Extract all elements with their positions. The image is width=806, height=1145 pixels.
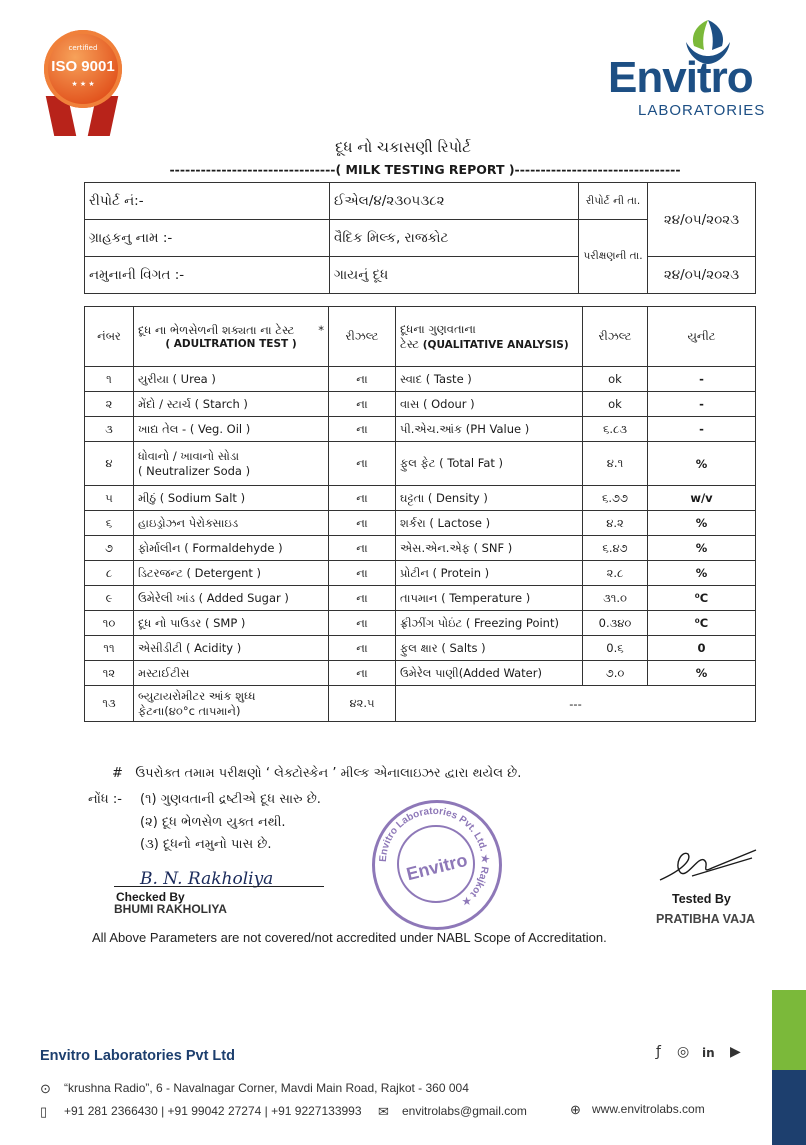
table-row <box>85 417 756 442</box>
row-test <box>134 392 329 417</box>
quality-test: ટેસ્ટ <box>400 336 420 351</box>
quality-en: (QUALITATIVE ANALYSIS) <box>422 338 569 351</box>
table-row <box>85 661 756 686</box>
test-date-value: ૨૪/૦૫/૨૦૨૩ <box>648 257 756 294</box>
row-result: ના <box>329 661 396 686</box>
row-13-test-line1: બ્યુટાયરોમીટર આંક શુધ્ધ <box>138 688 256 703</box>
logo-name: Envitro <box>608 53 753 102</box>
row-result: ના <box>329 586 396 611</box>
row-quality-result: ૨.૮ <box>583 561 648 586</box>
row-quality: શર્કરા ( Lactose ) <box>396 511 583 536</box>
row-unit: ⁰C <box>648 586 756 611</box>
row-quality-result: ૬.૪૭ <box>583 536 648 561</box>
customer-value: વૈદિક મિલ્ક, રાજકોટ <box>330 220 579 257</box>
row-result: ના <box>329 511 396 536</box>
table-row <box>85 536 756 561</box>
row-no: ૧૦ <box>85 611 134 636</box>
footer-phones <box>40 1104 362 1119</box>
table-row <box>85 392 756 417</box>
hash-note <box>112 766 521 781</box>
row-result: ના <box>329 367 396 392</box>
mail-icon: ✉ <box>378 1104 389 1119</box>
quality-title: દૂધના ગુણવતાના <box>400 321 476 336</box>
table-row <box>85 511 756 536</box>
table-row <box>85 636 756 661</box>
row-quality-result: ૬.૭૭ <box>583 486 648 511</box>
row-quality: પ્રોટીન ( Protein ) <box>396 561 583 586</box>
facebook-icon[interactable]: ƒ <box>656 1044 661 1060</box>
stamp-text: Envitro <box>404 849 470 885</box>
checked-by-label: Checked By <box>116 890 185 904</box>
row-quality: પી.એચ.આંક (PH Value ) <box>396 417 583 442</box>
row-unit: % <box>648 511 756 536</box>
phone-icon: ▯ <box>40 1104 48 1119</box>
row-test <box>134 442 329 486</box>
col-quality <box>396 307 583 367</box>
adulteration-title: દૂધ ના ભેળસેળની શક્યતા ના ટેસ્ટ <box>138 323 295 337</box>
row-13-test <box>134 686 329 722</box>
row-result: ના <box>329 442 396 486</box>
svg-text:Envitro Laboratories Pvt. Ltd.: Envitro Laboratories Pvt. Ltd. ★ Rajkot ★ <box>377 805 491 908</box>
test-date-label: પરીક્ષણની તા. <box>579 220 648 294</box>
logo-subtitle: LABORATORIES <box>638 102 766 119</box>
signature-line-left <box>114 886 324 887</box>
col-unit: યુનીટ <box>648 307 756 367</box>
report-header-table <box>84 182 756 294</box>
address-text: “krushna Radio”, 6 - Navalnagar Corner, Mavdi Main Road, Rajkot - 360 004 <box>64 1081 469 1095</box>
row-test-line1: મીઠું ( Sodium Salt ) <box>138 490 246 505</box>
row-quality: સ્વાદ ( Taste ) <box>396 367 583 392</box>
badge-main-text: ISO 9001 <box>51 58 115 75</box>
report-date-value: ૨૪/૦૫/૨૦૨૩ <box>648 183 756 257</box>
row-no: ૫ <box>85 486 134 511</box>
decor-bar-blue <box>772 1070 806 1145</box>
row-test-line1: દૂધ નો પાઉડર ( SMP ) <box>138 615 246 630</box>
company-stamp <box>372 800 502 930</box>
row-result: ના <box>329 561 396 586</box>
note-3: (૩) દૂધનો નમુનો પાસ છે. <box>140 837 272 852</box>
row-no: ૨ <box>85 392 134 417</box>
report-title-english: --------------------------------( MILK TESTING REPORT )-------------------------------- <box>169 162 681 177</box>
row-test-line2: ( Neutralizer Soda ) <box>138 464 251 478</box>
row-test-line1: એસીડીટી ( Acidity ) <box>138 640 242 655</box>
row-quality-result: ૬.૮૩ <box>583 417 648 442</box>
report-title-gujarati: દૂધ નો ચકાસણી રિપોર્ટ <box>335 138 471 156</box>
row-unit: % <box>648 536 756 561</box>
row-test-line1: મેંદો / સ્ટાર્ચ ( Starch ) <box>138 396 248 411</box>
row-test <box>134 417 329 442</box>
row-result: ના <box>329 486 396 511</box>
row-test-line1: યુરીયા ( Urea ) <box>138 371 216 386</box>
table-row <box>85 586 756 611</box>
nabl-disclaimer: All Above Parameters are not covered/not accredited under NABL Scope of Accreditation. <box>92 930 607 945</box>
col-result: રીઝલ્ટ <box>329 307 396 367</box>
row-quality: ફ્રીઝીંગ પોઇંટ ( Freezing Point) <box>396 611 583 636</box>
table-row <box>85 561 756 586</box>
row-13-no: ૧૩ <box>85 686 134 722</box>
row-13-dash: --- <box>396 686 756 722</box>
row-unit: - <box>648 417 756 442</box>
email-text: envitrolabs@gmail.com <box>402 1104 527 1118</box>
row-result: ના <box>329 636 396 661</box>
row-quality-result: 0.૬ <box>583 636 648 661</box>
instagram-icon[interactable]: ◎ <box>677 1044 690 1060</box>
table-row <box>85 486 756 511</box>
row-test-line1: ધોવાનો / ખાવાનો સોડા <box>138 449 240 463</box>
report-no-value: ઈએલ/૪/૨૩૦૫૩૮૨ <box>330 183 579 220</box>
iso-badge <box>44 30 122 108</box>
badge-top-text: certified <box>68 44 98 52</box>
row-quality-result: 0.૩૪૦ <box>583 611 648 636</box>
row-no: ૧૧ <box>85 636 134 661</box>
note-1: (૧) ગુણવતાની દ્રષ્ટીએ દૂધ સારુ છે. <box>140 792 321 807</box>
signature-pratibha <box>652 846 762 890</box>
row-quality: તાપમાન ( Temperature ) <box>396 586 583 611</box>
row-no: ૮ <box>85 561 134 586</box>
youtube-icon[interactable]: ▶ <box>730 1044 741 1060</box>
tested-by-label: Tested By <box>672 892 731 906</box>
row-quality: એસ.એન.એફ ( SNF ) <box>396 536 583 561</box>
row-quality: ઘટ્ટતા ( Density ) <box>396 486 583 511</box>
row-unit: ⁰C <box>648 611 756 636</box>
note-2: (૨) દૂધ ભેળસેળ યુક્ત નથી. <box>140 815 286 830</box>
row-no: ૩ <box>85 417 134 442</box>
adulteration-en: ( ADULTRATION TEST ) <box>165 338 297 350</box>
row-test <box>134 636 329 661</box>
badge-stars: ★ ★ ★ <box>71 80 95 88</box>
row-test-line1: ઉમેરેલી ખાંડ ( Added Sugar ) <box>138 590 289 605</box>
row-quality-result: ૩૧.૦ <box>583 586 648 611</box>
customer-label: ગ્રાહકનુ નામ :- <box>85 220 330 257</box>
report-no-label: રીપોર્ટ નં:- <box>85 183 330 220</box>
row-unit: 0 <box>648 636 756 661</box>
table-row <box>85 611 756 636</box>
note-label: નોંધ :- <box>88 792 122 807</box>
row-no: ૪ <box>85 442 134 486</box>
row-quality: ફુલ ફેટ ( Total Fat ) <box>396 442 583 486</box>
col-adulteration <box>134 307 329 367</box>
row-unit: % <box>648 661 756 686</box>
row-test <box>134 661 329 686</box>
row-test <box>134 511 329 536</box>
report-date-label: રીપોર્ટ ની તા. <box>579 183 648 220</box>
row-13-result: ૪૨.૫ <box>329 686 396 722</box>
tester-name: PRATIBHA VAJA <box>656 912 756 926</box>
phones-text: +91 281 2366430 | +91 99042 27274 | +91 9227133993 <box>64 1104 362 1118</box>
row-no: ૭ <box>85 536 134 561</box>
row-unit: - <box>648 392 756 417</box>
row-test-line1: હાઇડ્રોઝન પેરોક્સાઇડ <box>138 515 239 530</box>
row-test <box>134 486 329 511</box>
col-no: નંબર <box>85 307 134 367</box>
location-icon: ⊙ <box>40 1081 51 1096</box>
row-quality-result: ૪.૧ <box>583 442 648 486</box>
row-result: ના <box>329 392 396 417</box>
row-test-line1: ડિટરજન્ટ ( Detergent ) <box>138 565 262 580</box>
hash-symbol: # <box>112 766 123 781</box>
linkedin-icon[interactable]: in <box>702 1046 715 1060</box>
row-test <box>134 586 329 611</box>
row-unit: - <box>648 367 756 392</box>
row-test <box>134 536 329 561</box>
row-quality: વાસ ( Odour ) <box>396 392 583 417</box>
row-quality-result: ok <box>583 367 648 392</box>
asterisk: * <box>318 323 324 337</box>
website-text: www.envitrolabs.com <box>592 1102 705 1116</box>
row-unit: % <box>648 442 756 486</box>
globe-icon: ⊕ <box>570 1102 581 1117</box>
row-no: ૯ <box>85 586 134 611</box>
row-test <box>134 367 329 392</box>
row-no: ૧૨ <box>85 661 134 686</box>
row-quality-result: ok <box>583 392 648 417</box>
footer-address <box>40 1081 469 1096</box>
table-row <box>85 367 756 392</box>
footer-website[interactable] <box>570 1102 705 1117</box>
col-result-2: રીઝલ્ટ <box>583 307 648 367</box>
checker-name: BHUMI RAKHOLIYA <box>114 902 227 916</box>
table-row <box>85 442 756 486</box>
hash-note-text: ઉપરોક્ત તમામ પરીક્ષણો ‘ લેક્ટોસ્કેન ’ મીલ્ક એનાલાઇઝર દ્વારા થયેલ છે. <box>135 766 522 781</box>
row-test-line1: મસ્ટાઈટીસ <box>138 665 190 680</box>
row-quality-result: ૪.૨ <box>583 511 648 536</box>
row-no: ૬ <box>85 511 134 536</box>
row-test-line1: ખાદ્ય તેલ - ( Veg. Oil ) <box>138 421 251 436</box>
row-unit: % <box>648 561 756 586</box>
decor-bar-green <box>772 990 806 1070</box>
row-test <box>134 611 329 636</box>
results-table <box>84 306 756 722</box>
row-result: ના <box>329 611 396 636</box>
row-test-line1: ફોર્માલીન ( Formaldehyde ) <box>138 540 283 555</box>
row-13-test-line2: ફેટના(૪૦°c તાપમાને) <box>138 703 241 718</box>
footer-email[interactable] <box>378 1104 527 1119</box>
row-result: ના <box>329 417 396 442</box>
svg-text:B. N. Rakholiya: B. N. Rakholiya <box>140 869 274 889</box>
row-quality-result: ૭.૦ <box>583 661 648 686</box>
row-test <box>134 561 329 586</box>
row-quality: ઉમેરેલ પાણી(Added Water) <box>396 661 583 686</box>
row-quality: ફુલ ક્ષાર ( Salts ) <box>396 636 583 661</box>
row-result: ના <box>329 536 396 561</box>
row-unit: w/v <box>648 486 756 511</box>
sample-value: ગાયનું દૂધ <box>330 257 579 294</box>
footer-company: Envitro Laboratories Pvt Ltd <box>40 1048 235 1064</box>
row-no: ૧ <box>85 367 134 392</box>
sample-label: નમુનાની વિગત :- <box>85 257 330 294</box>
